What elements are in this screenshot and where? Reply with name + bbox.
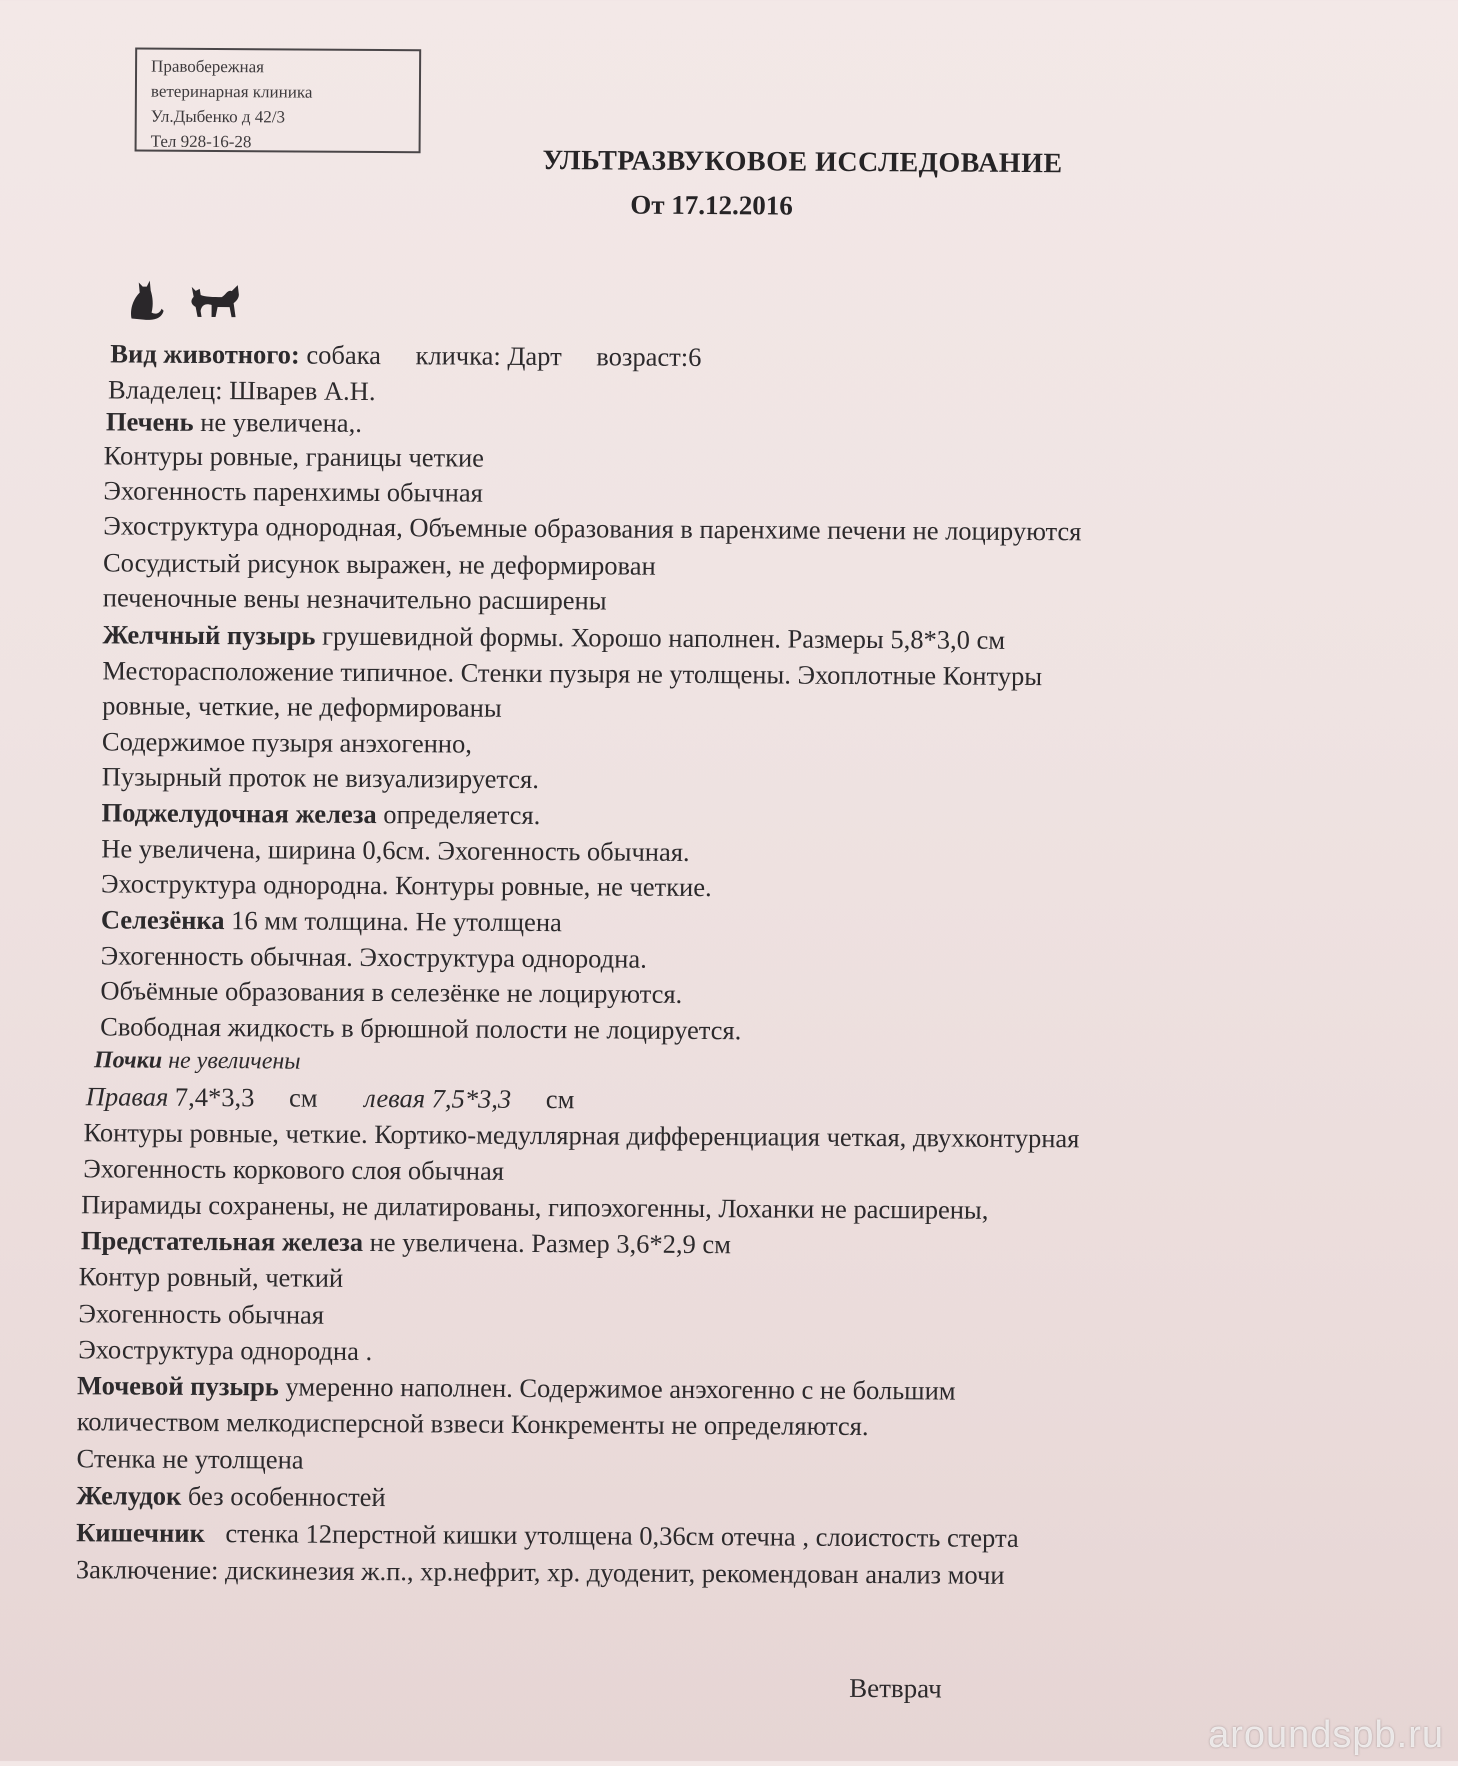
document-date: От 17.12.2016 [630, 189, 793, 221]
report-line: Контур ровный, четкий [78, 1261, 344, 1293]
report-line: количеством мелкодисперсной взвеси Конкременты не определяются. [76, 1406, 869, 1442]
spleen-heading-line [101, 904, 562, 938]
age-value: 6 [688, 341, 702, 372]
report-line: Контуры ровные, границы четкие [103, 440, 485, 473]
report-line: умеренно наполнен. Содержимое анэхогенно с не большим [285, 1371, 956, 1406]
patient-line [110, 338, 701, 373]
species-label: Вид животного: [110, 338, 300, 370]
report-line: Эхогенность обычная. Эхоструктура однородна. [100, 940, 647, 974]
report-line: Эхогенность коркового слоя обычная [83, 1153, 505, 1186]
report-line: Свободная жидкость в брюшной полости не лоцируется. [100, 1011, 742, 1046]
report-line: ровные, четкие, не деформированы [102, 690, 502, 723]
report-line: Сосудистый рисунок выражен, не деформирован [102, 547, 656, 581]
report-line: Пирамиды сохранены, не дилатированы, гипоэхогенны, Лоханки не расширены, [81, 1189, 989, 1225]
pancreas-heading-line [101, 797, 540, 831]
stamp-line: Тел 928-16-28 [150, 131, 252, 152]
right-kidney-value: 7,4*3,3 [174, 1081, 255, 1113]
liver-size: не увеличена,. [200, 406, 362, 438]
conclusion-line: Заключение: дискинезия ж.п., хр.нефрит, хр. дуоденит, рекомендован анализ мочи [75, 1554, 1005, 1590]
age-label: возраст: [596, 341, 689, 372]
left-kidney-unit: см [545, 1084, 575, 1115]
left-kidney-label: левая [364, 1082, 426, 1114]
report-line: Эхоструктура однородная, Объемные образования в паренхиме печени не лоцируются [103, 510, 1082, 547]
report-line: Эхоструктура однородна . [78, 1334, 373, 1367]
owner-line: Владелец: Шварев А.Н. [108, 374, 376, 407]
name-value: Дарт [507, 340, 562, 372]
section-heading: Предстательная железа [80, 1225, 364, 1257]
report-line: стенка 12перстной кишки утолщена 0,36см отечна , слоистость стерта [225, 1518, 1019, 1553]
section-heading: Печень [105, 406, 194, 437]
right-kidney-label: Правая [85, 1081, 169, 1112]
report-line: Пузырный проток не визуализируется. [101, 761, 540, 795]
kidneys-size: не увеличены [168, 1047, 301, 1075]
report-line: Месторасположение типичное. Стенки пузыря не утолщены. Эхоплотные Контуры [102, 655, 1043, 692]
gallbladder-heading-line [103, 619, 1006, 656]
report-line: Эхогенность обычная [78, 1298, 325, 1330]
report-line: Контуры ровные, четкие. Кортико-медуллярная дифференциация четкая, двухконтурная [83, 1117, 1080, 1154]
bladder-heading-line [77, 1370, 956, 1406]
section-heading: Желчный пузырь [102, 619, 316, 651]
stamp-line: ветеринарная клиника [150, 81, 313, 102]
report-line: определяется. [383, 799, 541, 831]
kidneys-heading-line [94, 1047, 301, 1075]
report-line: печеночные вены незначительно расширены [102, 582, 607, 616]
intestine-line [76, 1517, 1019, 1554]
watermark: aroundspb.ru [1208, 1714, 1444, 1756]
report-line: без особенностей [187, 1480, 386, 1513]
report-line: 16 мм толщина. Не утолщена [231, 905, 562, 938]
report-line: не увеличена. Размер 3,6*2,9 см [369, 1226, 732, 1260]
species-value: собака [306, 339, 382, 371]
section-heading: Селезёнка [100, 904, 225, 936]
stomach-line [76, 1480, 386, 1513]
prostate-heading-line [81, 1225, 731, 1260]
section-heading: Поджелудочная железа [101, 797, 377, 830]
report-line: Объёмные образования в селезёнке не лоцируются. [100, 975, 683, 1009]
section-heading: Мочевой пузырь [76, 1370, 279, 1402]
left-kidney-value: 7,5*3,3 [431, 1083, 512, 1114]
section-heading: Кишечник [76, 1517, 205, 1548]
document-title: УЛЬТРАЗВУКОВОЕ ИССЛЕДОВАНИЕ [542, 145, 1063, 180]
section-heading: Почки [93, 1047, 163, 1074]
report-line: Эхогенность паренхимы обычная [103, 475, 483, 508]
right-kidney-unit: см [288, 1082, 318, 1113]
kidneys-sizes-line [86, 1081, 575, 1115]
report-line: Стенка не утолщена [76, 1443, 304, 1475]
stamp-line: Ул.Дыбенко д 42/3 [150, 106, 286, 127]
report-line: Не увеличена, ширина 0,6см. Эхогенность обычная. [101, 833, 690, 867]
report-line: грушевидной формы. Хорошо наполнен. Размеры 5,8*3,0 см [322, 620, 1006, 655]
signature-label: Ветврач [849, 1672, 942, 1704]
report-line: Эхоструктура однородна. Контуры ровные, не четкие. [100, 868, 712, 903]
liver-heading-line [106, 406, 362, 439]
section-heading: Желудок [76, 1480, 182, 1511]
report-line: Содержимое пузыря анэхогенно, [101, 726, 472, 759]
stamp-line: Правобережная [151, 56, 265, 77]
name-label: кличка: [415, 340, 501, 371]
